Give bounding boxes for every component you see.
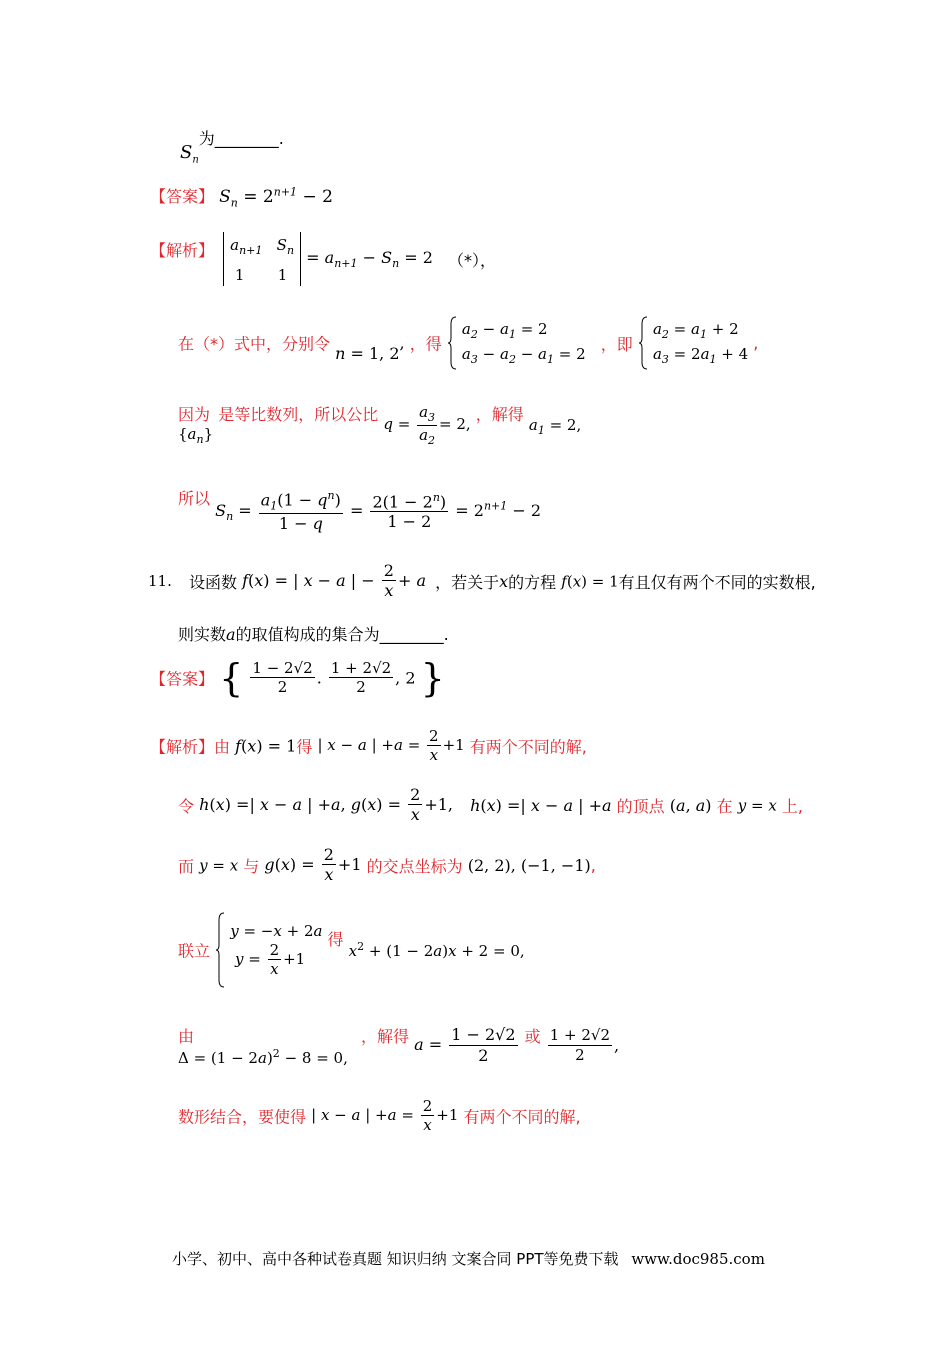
line4-text-a: 所以 <box>178 489 211 508</box>
solution-label: 【解析】 <box>150 241 215 260</box>
q10-tail-text: 为________. <box>198 129 284 148</box>
line2-ji: ，即 <box>600 334 633 354</box>
solution-10-line2: 在（*）式中，分别令 n = 1, 2, ，得 $a_2 - a_1 = 2$ $a_3 - a_2 - a_1 = 2$ ，即 $a_2 = a_1 + 2$ $a_3 = 2a_1 + 4$ , <box>178 316 758 370</box>
question-11-line2: 则实数a的取值构成的集合为________. <box>178 625 449 644</box>
answer-label: 【答案】 <box>150 669 215 689</box>
footer-url[interactable]: www.doc985.com <box>631 1250 765 1268</box>
l2-b: 的顶点 <box>616 796 665 816</box>
line3-text-b: 是等比数列，所以公比 <box>218 405 379 424</box>
l2-a: 令 <box>178 796 195 816</box>
l1-tail: 有两个不同的解, <box>469 737 587 757</box>
answer-formula: $S_n = 2^{n+1} - 2$ <box>219 185 333 210</box>
solution-11-line2: 令 h(x) =| x − a | +a, g(x) = $\frac{2}{x}$ +1, h(x) =| x − a | +a 的顶点 (a, a) 在 y = x 上, <box>178 785 803 825</box>
solution-10-line3: 因为 $\{a_n\}$ 是等比数列，所以公比 q = $\frac{a_3}{a_2}$ = 2, ，解得 $a_1 = 2$, <box>178 403 582 447</box>
answer-10 <box>150 184 333 209</box>
footer <box>172 1248 765 1269</box>
line3-text-c: ，解得 <box>475 405 524 424</box>
solution-11-line6: 数形结合，要使得 | x − a | +a = $\frac{2}{x}$ +1 有两个不同的解, <box>178 1097 581 1135</box>
question-11: 11. 设函数 f(x) = | x − a | − $\frac{2}{x}$ + a ，若关于x的方程 f(x) = 1有且仅有两个不同的实数根, <box>148 561 816 601</box>
star-note: （*）， <box>448 250 497 270</box>
solution-11-line3: 而 y = x 与 g(x) = $\frac{2}{x}$ +1 的交点坐标为 (2, 2), (−1, −1), <box>178 845 596 885</box>
solution-label: 【解析】 <box>150 737 215 757</box>
solution-11-line4: 联立 y = −x + 2a y = $\frac{2}{x}$ +1 得 $x^2 + (1 - 2a)x + 2 = 0$, <box>178 912 525 988</box>
line3-text-a: 因为 <box>178 405 211 424</box>
l5-a: 由 <box>178 1027 195 1046</box>
l4-a: 联立 <box>178 941 211 961</box>
q11-text-3: 的方程 <box>508 572 557 592</box>
q11-text-2: ，若关于 <box>435 572 500 592</box>
l3-a: 而 <box>178 856 195 876</box>
l3-b: 与 <box>243 856 260 876</box>
l4-b: 得 <box>327 929 344 949</box>
line2-de: ，得 <box>409 334 442 354</box>
q11-text-4: 有且仅有两个不同的实数根, <box>618 572 816 592</box>
l5-b: ，解得 <box>360 1027 409 1046</box>
solution-10-line4: 所以 $S_n$ = $\frac{a_1(1 - q^n)}{1 - q}$ = $\frac{2(1 - 2^n)}{1 - 2}$ = $2^{n+1} - 2$ <box>178 489 542 534</box>
answer-label: 【答案】 <box>150 187 215 206</box>
l3-end: , <box>590 855 596 875</box>
l5-or: 或 <box>524 1027 541 1046</box>
l6-tail: 有两个不同的解, <box>463 1107 581 1127</box>
solution-11-line1: 【解析】由 f(x) = 1得 | x − a | +a = $\frac{2}{x}$ +1 有两个不同的解, <box>150 727 587 765</box>
q10-tail: $S_n$为________. <box>180 129 284 166</box>
l3-c: 的交点坐标为 <box>366 856 463 876</box>
l1-de: 得 <box>296 737 313 757</box>
l1-a: 由 <box>214 737 231 757</box>
q11-text-6: 的取值构成的集合为________. <box>235 625 449 644</box>
l6-a: 数形结合，要使得 <box>178 1107 307 1127</box>
determinant: $a_{n+1}$ $S_n$ 1 1 <box>223 232 301 286</box>
solution-10-line1: 【解析】 $a_{n+1}$ $S_n$ 1 1 = $a_{n+1} - S_n = 2$ （*）， <box>150 232 496 286</box>
question-number: 11. <box>148 572 172 591</box>
footer-text: 小学、初中、高中各种试卷真题 知识归纳 文案合同 PPT等免费下载 <box>172 1250 619 1268</box>
line2-text-a: 在（*）式中，分别令 <box>178 334 331 354</box>
solution-11-line5: 由 $\Delta = (1 - 2a)^2 - 8 = 0$, ，解得 a = $\frac{1 - 2√2}{2}$ 或 $\frac{1 + 2√2}{2}$ , <box>178 1025 620 1067</box>
q11-text-1: 设函数 <box>188 572 237 592</box>
l2-c: 在 <box>716 796 733 816</box>
q11-text-5: 则实数 <box>178 625 227 644</box>
answer-11: 【答案】 { $\frac{1 - 2√2}{2}$ . $\frac{1 + 2√2}{2}$ , 2 } <box>150 656 445 700</box>
l2-d: 上, <box>781 796 803 816</box>
